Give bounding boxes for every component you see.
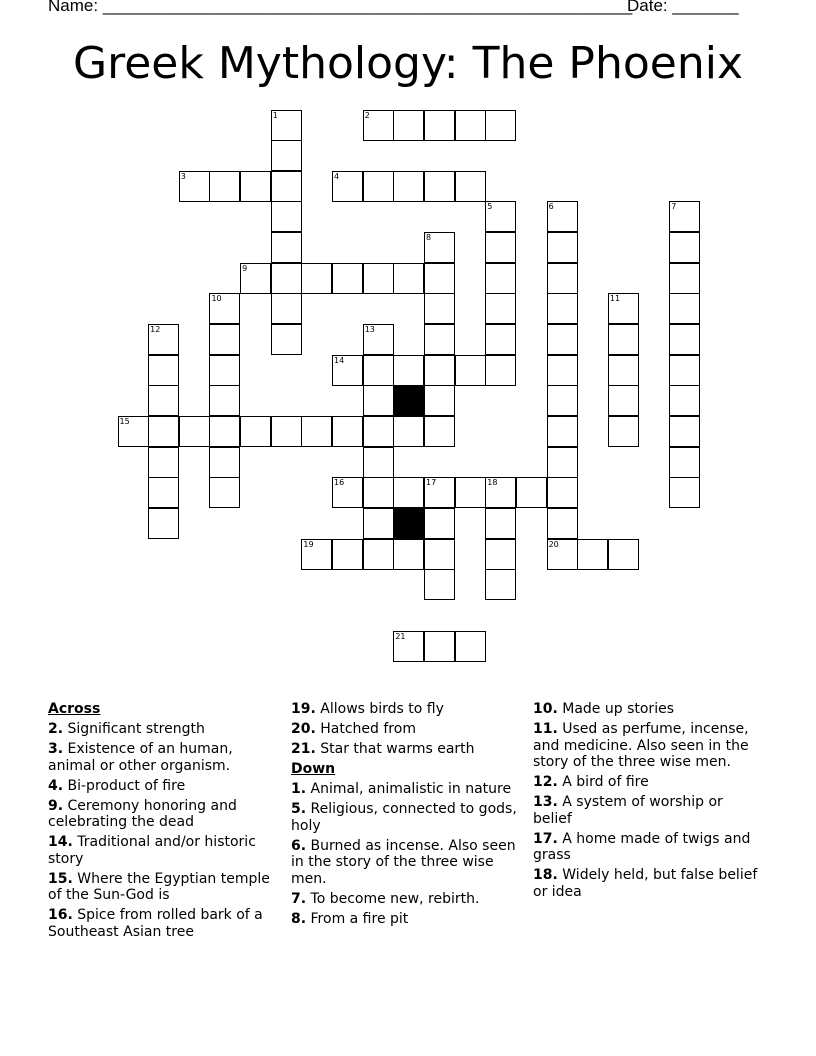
down-clue: 7. To become new, rebirth. [291,890,480,907]
crossword-cell[interactable] [363,416,394,447]
crossword-cell[interactable] [148,508,179,539]
crossword-cell[interactable] [608,293,639,324]
crossword-cell[interactable] [424,416,455,447]
crossword-cell[interactable] [669,293,700,324]
crossword-cell[interactable] [209,416,240,447]
clue-number: 18 [487,478,498,488]
crossword-cell[interactable] [547,447,578,478]
crossword-cell[interactable] [424,539,455,570]
crossword-cell[interactable] [424,385,455,416]
across-clue: 21. Star that warms earth [291,741,475,757]
down-clue: 11. Used as perfume, incense, and medicine. Also seen in the story of the three wise men. [533,721,749,770]
down-clue: 1. Animal, animalistic in nature [291,781,512,797]
clue-number: 3 [180,171,186,181]
crossword-cell[interactable] [547,324,578,355]
crossword-cell[interactable] [332,171,363,202]
crossword-cell[interactable] [209,477,240,508]
across-clue: 14. Traditional and/or historic story [48,834,256,867]
crossword-cell[interactable] [547,263,578,294]
crossword-cell[interactable] [332,539,363,570]
crossword-cell[interactable] [424,477,455,508]
crossword-cell[interactable] [332,263,363,294]
clue-number: 16 [334,478,345,488]
crossword-cell[interactable] [363,508,394,539]
crossword-cell[interactable] [669,201,700,232]
crossword-cell[interactable] [485,539,516,570]
crossword-cell[interactable] [455,171,486,202]
across-clue: 19. Allows birds to fly [291,701,444,717]
crossword-cell[interactable] [332,416,363,447]
crossword-cell[interactable] [424,293,455,324]
crossword-cell[interactable] [148,416,179,447]
crossword-cell[interactable] [363,355,394,386]
crossword-cell[interactable] [148,477,179,508]
crossword-cell[interactable] [393,539,424,570]
clue-number: 15 [119,417,130,426]
crossword-cell[interactable] [301,416,332,447]
name-field-label[interactable]: Name: ________________________________________________________ [48,0,633,15]
crossword-cell[interactable] [485,110,516,141]
clue-number: 13 [364,325,375,335]
crossword-cell[interactable] [669,355,700,386]
page-title: Greek Mythology: The Phoenix [73,38,743,89]
clue-number: 10 [211,294,222,304]
clue-number: 12 [150,325,161,335]
clue-number: 19 [303,539,314,549]
crossword-cell[interactable] [547,477,578,508]
crossword-cell[interactable] [240,416,271,447]
clue-number: 8 [426,233,432,243]
crossword-cell[interactable] [148,385,179,416]
crossword-cell[interactable] [455,355,486,386]
crossword-cell[interactable] [393,631,424,662]
crossword-cell[interactable] [271,416,302,447]
down-clue: 12. A bird of fire [533,774,649,790]
crossword-cell[interactable] [608,539,639,570]
crossword-cell[interactable] [608,385,639,416]
crossword-cell[interactable] [424,263,455,294]
crossword-cell[interactable] [271,140,302,171]
across-clue: 2. Significant strength [48,721,205,737]
clue-number: 11 [609,294,621,304]
clue-column-3 [533,701,761,904]
crossword-cell[interactable] [669,416,700,447]
crossword-cell[interactable] [179,171,210,202]
across-clue: 20. Hatched from [291,721,416,737]
crossword-cell[interactable] [547,508,578,539]
down-clue: 10. Made up stories [533,701,674,717]
crossword-cell[interactable] [209,447,240,478]
crossword-cell[interactable] [547,293,578,324]
crossword-cell[interactable] [608,355,639,386]
crossword-cell[interactable] [485,355,516,386]
crossword-cell[interactable] [363,539,394,570]
crossword-cell[interactable] [669,447,700,478]
crossword-cell[interactable] [547,232,578,263]
crossword-cell[interactable] [301,539,332,570]
crossword-cell[interactable] [363,171,394,202]
crossword-cell[interactable] [485,232,516,263]
clue-number: 1 [272,110,278,120]
crossword-cell[interactable] [271,201,302,232]
crossword-cell[interactable] [393,355,424,386]
crossword-cell[interactable] [547,201,578,232]
crossword-cell[interactable] [332,477,363,508]
crossword-cell[interactable] [485,293,516,324]
crossword-cell[interactable] [455,477,486,508]
down-clue: 5. Religious, connected to gods, holy [291,801,517,834]
crossword-cell[interactable] [608,416,639,447]
crossword-cell[interactable] [455,110,486,141]
crossword-cell[interactable] [393,477,424,508]
clue-column-1 [48,701,276,944]
down-heading: Down [291,761,336,777]
crossword-cell[interactable] [669,232,700,263]
crossword-cell[interactable] [424,324,455,355]
clue-number: 21 [395,631,406,641]
crossword-cell[interactable] [209,171,240,202]
clue-number: 9 [242,263,248,273]
crossword-cell[interactable] [393,110,424,141]
crossword-cell[interactable] [332,355,363,386]
crossword-cell[interactable] [424,355,455,386]
crossword-cell[interactable] [547,416,578,447]
crossword-cell[interactable] [209,355,240,386]
crossword-cell[interactable] [271,293,302,324]
crossword-cell[interactable] [148,447,179,478]
clue-number: 7 [671,202,677,212]
crossword-cell[interactable] [669,477,700,508]
crossword-cell[interactable] [547,539,578,570]
crossword-cell[interactable] [363,447,394,478]
down-clue: 13. A system of worship or belief [533,794,723,827]
down-clue: 8. From a fire pit [291,910,409,927]
clue-column-2 [291,701,519,931]
crossword-cell[interactable] [547,385,578,416]
crossword-cell[interactable] [271,110,302,141]
crossword-block [393,508,424,539]
clue-number: 20 [548,539,559,549]
clue-number: 14 [334,355,345,365]
crossword-cell[interactable] [424,171,455,202]
crossword-cell[interactable] [455,631,486,662]
crossword-cell[interactable] [148,324,179,355]
crossword-cell[interactable] [301,263,332,294]
crossword-cell[interactable] [424,110,455,141]
crossword-cell[interactable] [271,324,302,355]
crossword-cell[interactable] [209,385,240,416]
crossword-cell[interactable] [485,263,516,294]
date-field-label[interactable]: Date: _______ [627,0,739,15]
crossword-cell[interactable] [485,201,516,232]
crossword-cell[interactable] [485,569,516,600]
crossword-cell[interactable] [363,263,394,294]
crossword-block [393,385,424,416]
crossword-cell[interactable] [240,171,271,202]
down-clue: 18. Widely held, but false belief or idea [533,867,758,900]
across-heading: Across [48,701,101,717]
clue-number: 17 [426,478,437,488]
across-clue: 16. Spice from rolled bark of a Southeast Asian tree [48,907,263,940]
crossword-cell[interactable] [516,477,547,508]
crossword-cell[interactable] [393,171,424,202]
crossword-cell[interactable] [148,355,179,386]
crossword-cell[interactable] [424,569,455,600]
crossword-cell[interactable] [485,477,516,508]
crossword-cell[interactable] [271,263,302,294]
clue-number: 6 [548,202,554,212]
crossword-cell[interactable] [271,171,302,202]
crossword-cell[interactable] [424,232,455,263]
across-clue: 15. Where the Egyptian temple of the Sun-God is [48,870,270,903]
crossword-cell[interactable] [209,293,240,324]
crossword-cell[interactable] [485,508,516,539]
crossword-cell[interactable] [240,263,271,294]
crossword-cell[interactable] [669,263,700,294]
across-clue: 9. Ceremony honoring and celebrating the dead [48,797,237,830]
crossword-cell[interactable] [271,232,302,263]
down-clue: 17. A home made of twigs and grass [533,830,751,863]
crossword-cell[interactable] [363,477,394,508]
crossword-cell[interactable] [393,416,424,447]
crossword-cell[interactable] [547,355,578,386]
across-clue: 3. Existence of an human, animal or other organism. [48,741,233,774]
crossword-cell[interactable] [363,110,394,141]
crossword-cell[interactable] [424,631,455,662]
crossword-cell[interactable] [669,324,700,355]
crossword-cell[interactable] [209,324,240,355]
crossword-cell[interactable] [485,324,516,355]
crossword-cell[interactable] [669,385,700,416]
across-clue: 4. Bi-product of fire [48,777,186,794]
clue-number: 5 [487,202,493,212]
crossword-cell[interactable] [608,324,639,355]
crossword-cell[interactable] [363,385,394,416]
clue-number: 4 [334,171,340,181]
down-clue: 6. Burned as incense. Also seen in the story of the three wise men. [291,837,516,887]
crossword-cell[interactable] [424,508,455,539]
clue-number: 2 [364,110,370,120]
crossword-cell[interactable] [118,416,149,447]
crossword-cell[interactable] [577,539,608,570]
crossword-cell[interactable] [179,416,210,447]
crossword-cell[interactable] [393,263,424,294]
crossword-cell[interactable] [363,324,394,355]
